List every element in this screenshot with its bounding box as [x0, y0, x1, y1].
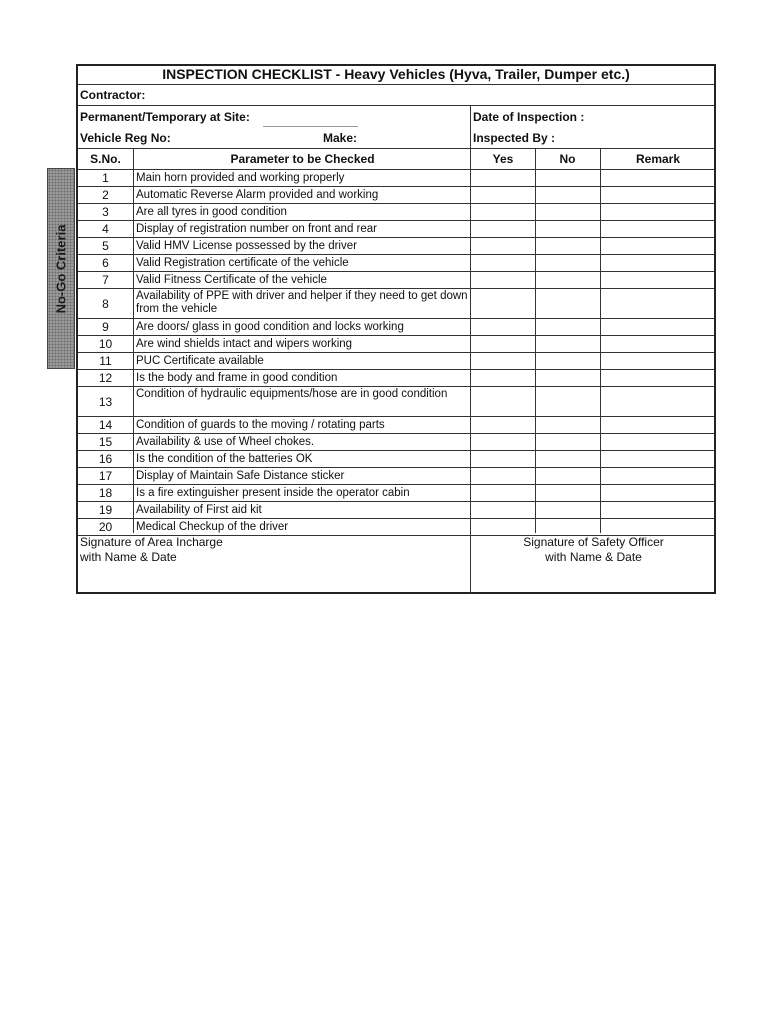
table-row [78, 272, 714, 289]
table-row [78, 387, 714, 417]
row-yes-cell[interactable] [471, 319, 535, 335]
row-remark-cell[interactable] [601, 451, 716, 467]
no-go-criteria-label: No-Go Criteria [53, 224, 69, 313]
no-go-criteria-band [47, 168, 75, 369]
table-row [78, 289, 714, 319]
table-row [78, 434, 714, 451]
row-no-cell[interactable] [536, 370, 600, 386]
row-remark-cell[interactable] [601, 434, 716, 450]
row-remark-cell[interactable] [601, 353, 716, 369]
area-incharge-signature-label: Signature of Area Incharge [80, 535, 223, 549]
row-parameter: Condition of guards to the moving / rotating parts [136, 419, 385, 431]
row-parameter: Valid HMV License possessed by the driver [136, 240, 357, 252]
remark-header: Remark [635, 152, 681, 166]
row-sno: 1 [102, 171, 109, 185]
row-sno: 19 [98, 503, 113, 517]
row-no-cell[interactable] [536, 485, 600, 501]
row-parameter: Is the body and frame in good condition [136, 372, 338, 384]
row-sno: 3 [102, 205, 109, 219]
permanent-temporary-label: Permanent/Temporary at Site: [80, 110, 250, 124]
row-yes-cell[interactable] [471, 170, 535, 186]
row-parameter: Display of Maintain Safe Distance sticker [136, 470, 345, 482]
title-row [78, 66, 714, 85]
row-sno: 11 [99, 354, 112, 368]
row-no-cell[interactable] [536, 451, 600, 467]
safety-officer-name-date-label: with Name & Date [545, 550, 642, 564]
row-sno: 7 [102, 273, 109, 287]
row-no-cell[interactable] [536, 434, 600, 450]
no-header: No [559, 152, 576, 166]
table-row [78, 502, 714, 519]
row-yes-cell[interactable] [471, 336, 535, 352]
row-sno: 12 [98, 371, 113, 385]
contractor-row [78, 85, 714, 106]
table-row [78, 187, 714, 204]
row-yes-cell[interactable] [471, 255, 535, 271]
row-sno: 15 [98, 435, 113, 449]
row-yes-cell[interactable] [471, 353, 535, 369]
row-no-cell[interactable] [536, 387, 600, 416]
table-row [78, 451, 714, 468]
row-no-cell[interactable] [536, 187, 600, 203]
signature-row [78, 533, 714, 594]
row-remark-cell[interactable] [601, 485, 716, 501]
vehicle-row [78, 127, 714, 149]
row-remark-cell[interactable] [601, 319, 716, 335]
row-yes-cell[interactable] [471, 187, 535, 203]
table-row [78, 336, 714, 353]
row-remark-cell[interactable] [601, 170, 716, 186]
row-yes-cell[interactable] [471, 434, 535, 450]
row-remark-cell[interactable] [601, 336, 716, 352]
row-sno: 17 [98, 469, 113, 483]
row-remark-cell[interactable] [601, 255, 716, 271]
row-parameter: Are wind shields intact and wipers working [136, 338, 353, 350]
make-label: Make: [323, 131, 358, 145]
sno-column-line [133, 149, 134, 533]
row-remark-cell[interactable] [601, 221, 716, 237]
table-row [78, 238, 714, 255]
table-header-row [78, 149, 714, 170]
row-parameter: Display of registration number on front and rear [136, 223, 377, 235]
table-row [78, 255, 714, 272]
row-yes-cell[interactable] [471, 289, 535, 318]
row-sno: 8 [102, 297, 109, 311]
row-parameter: Valid Fitness Certificate of the vehicle [136, 274, 327, 286]
row-parameter: Automatic Reverse Alarm provided and working [136, 189, 379, 201]
row-yes-cell[interactable] [471, 204, 535, 220]
row-no-cell[interactable] [536, 468, 600, 484]
row-sno: 6 [102, 256, 109, 270]
row-yes-cell[interactable] [471, 370, 535, 386]
table-row [78, 221, 714, 238]
row-yes-cell[interactable] [471, 485, 535, 501]
row-remark-cell[interactable] [601, 187, 716, 203]
row-remark-cell[interactable] [601, 204, 716, 220]
row-no-cell[interactable] [536, 417, 600, 433]
row-remark-cell[interactable] [601, 387, 716, 416]
form-title: INSPECTION CHECKLIST - Heavy Vehicles (Hyva, Trailer, Dumper etc.) [162, 66, 630, 82]
safety-officer-signature-label: Signature of Safety Officer [523, 535, 664, 549]
row-no-cell[interactable] [536, 221, 600, 237]
row-sno: 9 [102, 320, 109, 334]
row-yes-cell[interactable] [471, 387, 535, 416]
row-sno: 13 [98, 395, 113, 409]
row-no-cell[interactable] [536, 204, 600, 220]
row-remark-cell[interactable] [601, 370, 716, 386]
contractor-label: Contractor: [80, 88, 146, 102]
date-of-inspection-label: Date of Inspection : [473, 110, 585, 124]
row-no-cell[interactable] [536, 336, 600, 352]
vehicle-reg-label: Vehicle Reg No: [80, 131, 171, 145]
yes-header: Yes [492, 152, 514, 166]
yes-column-line [535, 149, 536, 533]
row-parameter: Availability of First aid kit [136, 504, 262, 516]
table-row [78, 204, 714, 221]
table-row [78, 468, 714, 485]
row-no-cell[interactable] [536, 238, 600, 254]
row-yes-cell[interactable] [471, 272, 535, 288]
row-parameter: Condition of hydraulic equipments/hose are in good condition [136, 388, 448, 400]
row-remark-cell[interactable] [601, 502, 716, 518]
site-status-row [78, 106, 714, 127]
row-remark-cell[interactable] [601, 468, 716, 484]
row-parameter: Availability & use of Wheel chokes. [136, 436, 315, 448]
row-remark-cell[interactable] [601, 417, 716, 433]
row-yes-cell[interactable] [471, 238, 535, 254]
row-no-cell[interactable] [536, 502, 600, 518]
row-no-cell[interactable] [536, 170, 600, 186]
row-no-cell[interactable] [536, 272, 600, 288]
table-row [78, 370, 714, 387]
sno-header: S.No. [90, 152, 121, 166]
row-no-cell[interactable] [536, 289, 600, 318]
row-parameter: Is a fire extinguisher present inside the operator cabin [136, 487, 410, 499]
row-sno: 20 [98, 520, 113, 534]
parameter-header: Parameter to be Checked [230, 152, 375, 166]
table-row [78, 319, 714, 336]
row-parameter: Medical Checkup of the driver [136, 521, 289, 533]
inspected-by-label: Inspected By : [473, 131, 556, 145]
row-no-cell[interactable] [536, 353, 600, 369]
row-parameter: Is the condition of the batteries OK [136, 453, 313, 465]
row-no-cell[interactable] [536, 319, 600, 335]
row-yes-cell[interactable] [471, 417, 535, 433]
table-row [78, 170, 714, 187]
row-yes-cell[interactable] [471, 221, 535, 237]
row-yes-cell[interactable] [471, 468, 535, 484]
row-parameter: Availability of PPE with driver and helper if they need to get down from the vehicle [136, 290, 468, 315]
area-incharge-name-date-label: with Name & Date [80, 550, 177, 564]
row-yes-cell[interactable] [471, 451, 535, 467]
row-parameter: PUC Certificate available [136, 355, 264, 367]
row-remark-cell[interactable] [601, 289, 716, 318]
row-sno: 14 [98, 418, 113, 432]
row-yes-cell[interactable] [471, 502, 535, 518]
no-column-line [600, 149, 601, 533]
table-row [78, 485, 714, 502]
row-parameter: Are all tyres in good condition [136, 206, 287, 218]
row-remark-cell[interactable] [601, 272, 716, 288]
row-sno: 16 [98, 452, 113, 466]
row-sno: 5 [102, 239, 109, 253]
row-sno: 4 [102, 222, 109, 236]
header-divider [470, 106, 471, 149]
inspection-checklist-form [76, 64, 716, 594]
row-parameter: Are doors/ glass in good condition and locks working [136, 321, 404, 333]
table-row [78, 353, 714, 370]
parameter-column-line [470, 149, 471, 594]
row-remark-cell[interactable] [601, 238, 716, 254]
row-sno: 18 [98, 486, 113, 500]
row-sno: 2 [102, 188, 109, 202]
row-parameter: Main horn provided and working properly [136, 172, 345, 184]
row-parameter: Valid Registration certificate of the vehicle [136, 257, 349, 269]
table-row [78, 417, 714, 434]
row-no-cell[interactable] [536, 255, 600, 271]
row-sno: 10 [98, 337, 113, 351]
